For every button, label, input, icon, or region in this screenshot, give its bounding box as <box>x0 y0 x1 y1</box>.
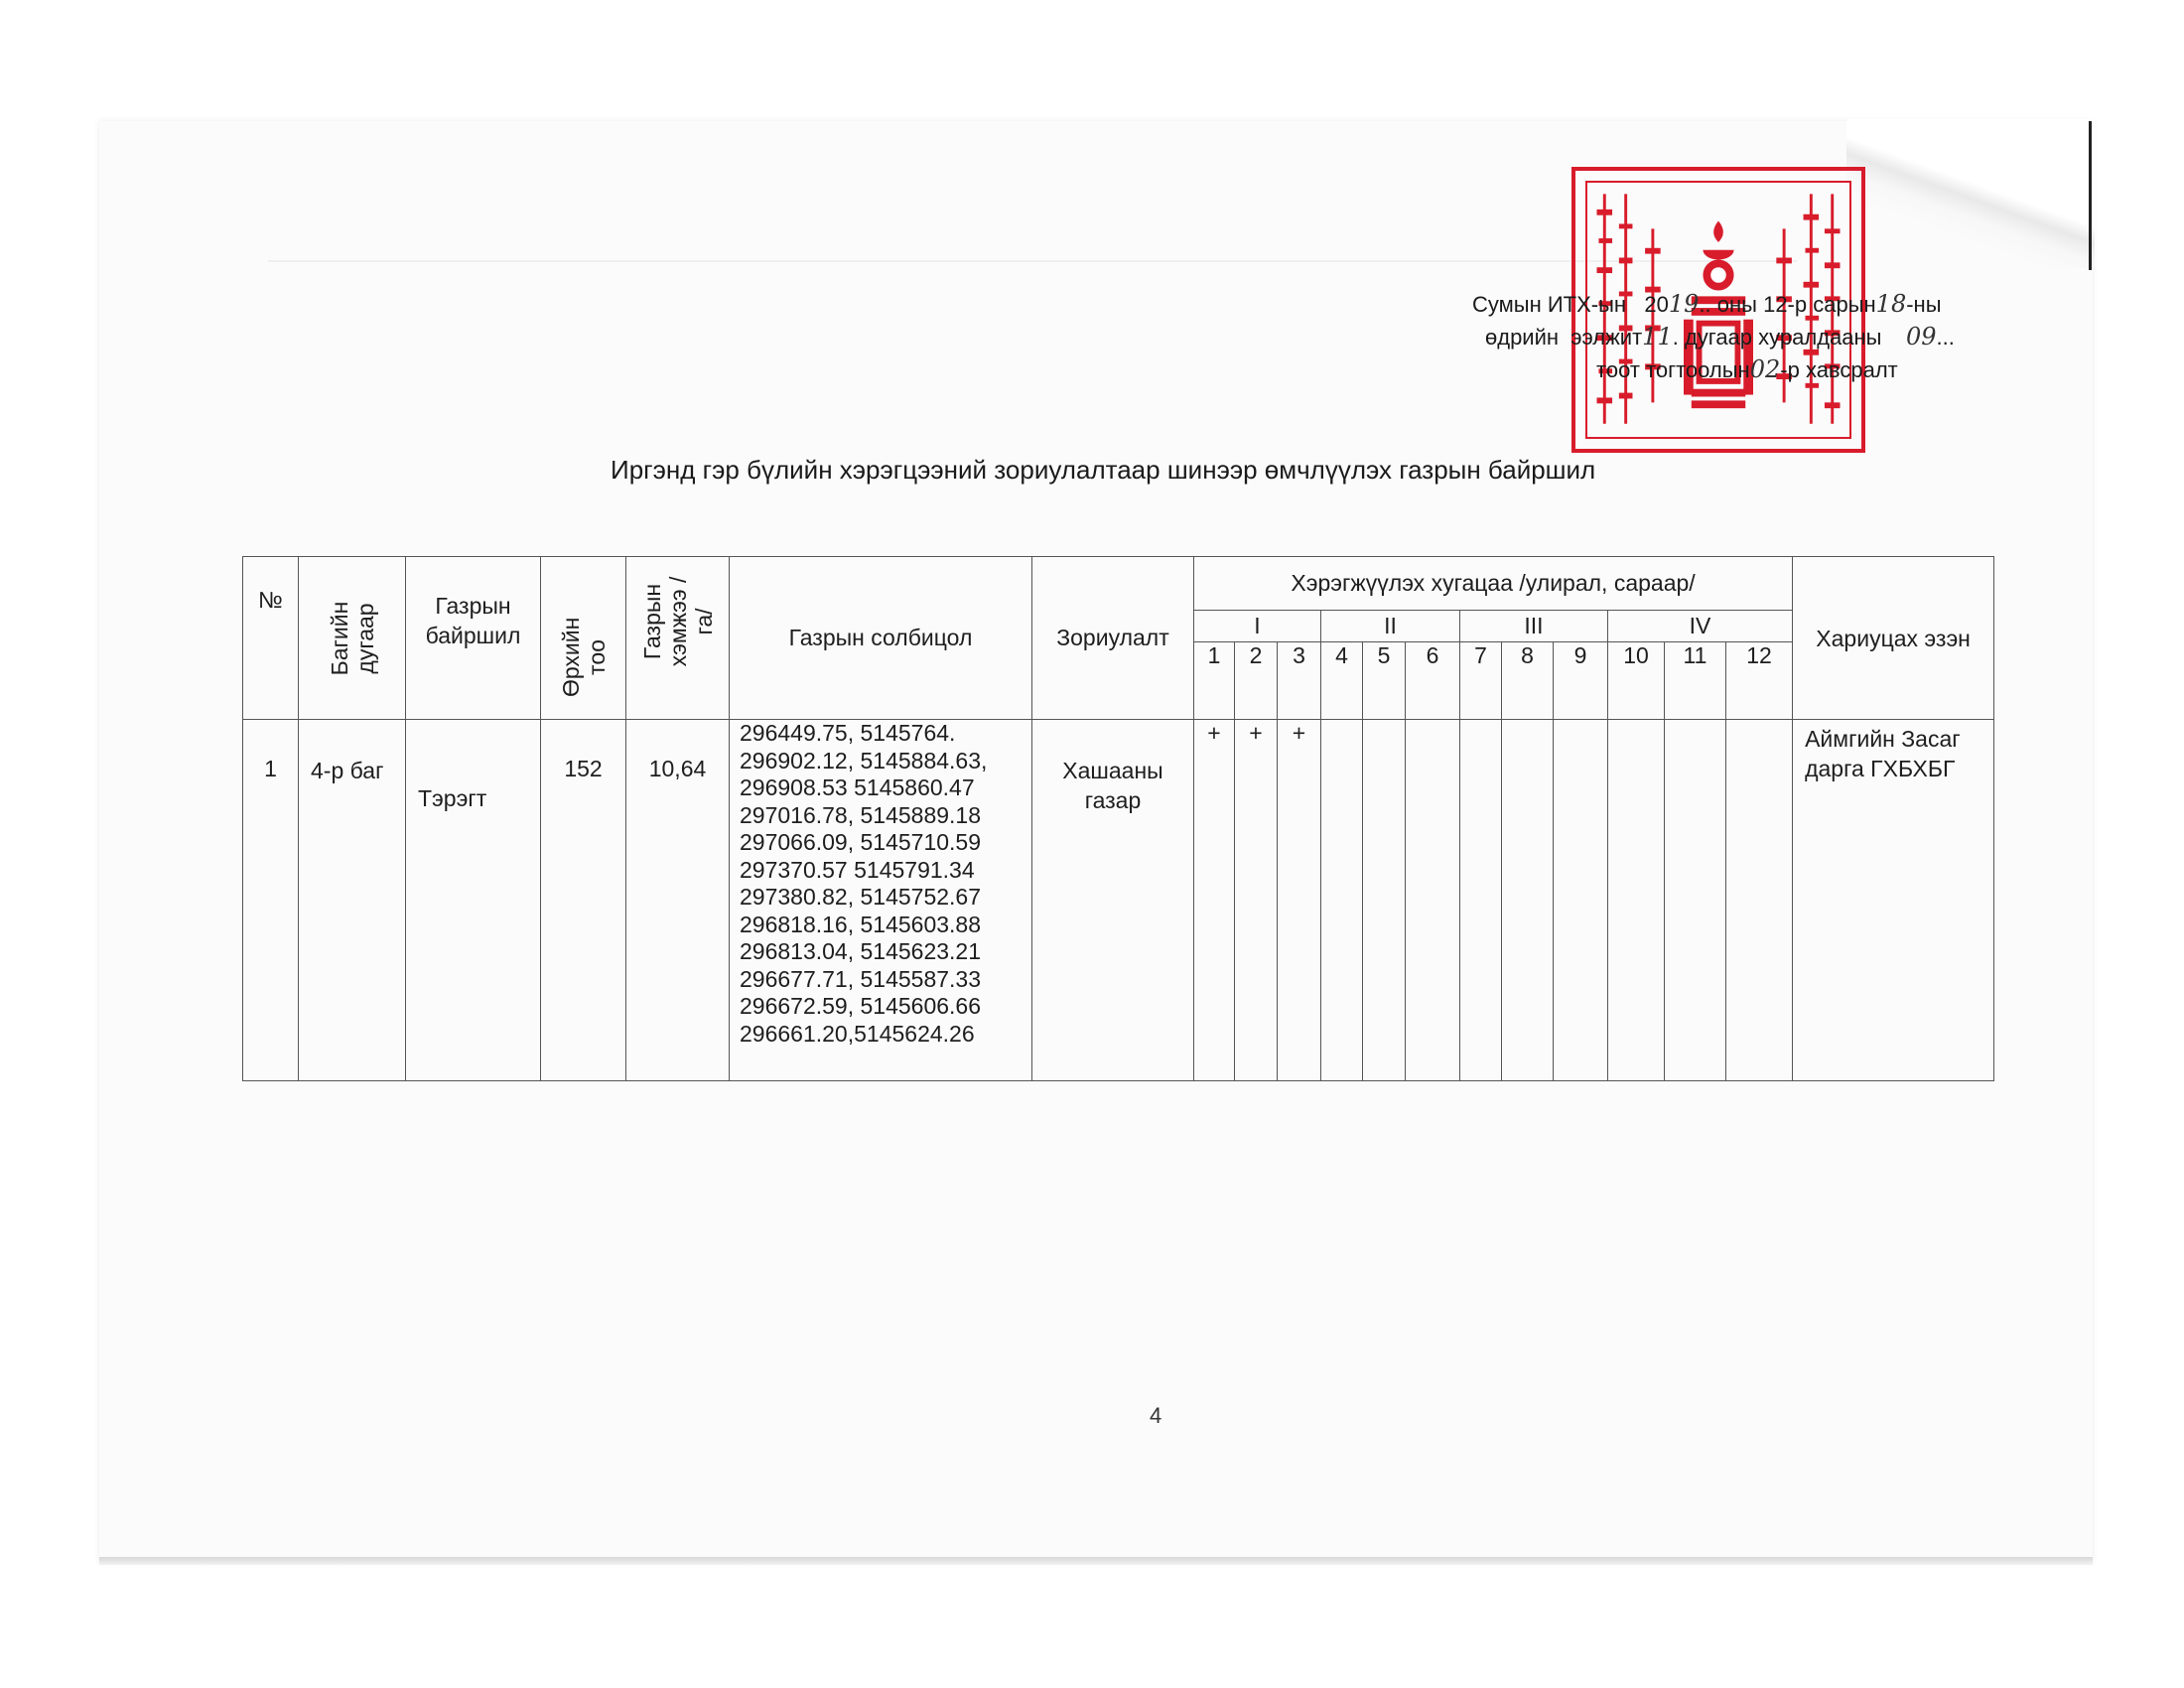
cell-month: + <box>1194 720 1235 1081</box>
note-text: дугаар хуралдааны <box>1684 325 1882 350</box>
annex-reference-line-1: Сумын ИТХ-ын 2019.. оны 12-р сарын18-ны <box>1472 290 1942 318</box>
handwritten-annex-number: 02 <box>1749 355 1781 383</box>
coordinate-line: 296661.20,5145624.26 <box>740 1020 975 1047</box>
month-header: 8 <box>1502 642 1554 720</box>
header-households: Өрхийн тоо <box>541 557 626 720</box>
cell-month <box>1665 720 1726 1081</box>
month-header: 1 <box>1194 642 1235 720</box>
cell-households: 152 <box>541 720 626 1081</box>
note-text: 20 <box>1644 292 1669 317</box>
month-header: 2 <box>1235 642 1278 720</box>
header-coordinates: Газрын солбицол <box>730 557 1032 720</box>
cell-location: Тэрэгт <box>406 720 541 1081</box>
quarter-1: I <box>1194 611 1321 642</box>
document-title: Иргэнд гэр бүлийн хэрэгцээний зориулалтаар шинээр өмчлүүлэх газрын байршил <box>611 455 1596 485</box>
note-text: -ны <box>1906 292 1942 317</box>
note-text: тоот тогтоолын <box>1596 357 1750 382</box>
note-text: -р хавсралт <box>1780 357 1898 382</box>
cell-month <box>1406 720 1460 1081</box>
quarter-4: IV <box>1608 611 1793 642</box>
header-purpose: Зориулалт <box>1032 557 1194 720</box>
header-number: № <box>243 557 299 720</box>
note-text: ээлжит <box>1570 325 1643 350</box>
header-bag: Багийн дугаар <box>299 557 406 720</box>
coordinate-line: 297380.82, 5145752.67 <box>740 884 982 910</box>
cell-month <box>1460 720 1502 1081</box>
folded-corner <box>1846 119 2095 268</box>
cell-month <box>1608 720 1665 1081</box>
annex-reference-line-2: өдрийн ээлжит11. дугаар хуралдааны 09... <box>1485 323 1955 351</box>
month-header: 7 <box>1460 642 1502 720</box>
cell-number: 1 <box>243 720 299 1081</box>
handwritten-session-number: 11 <box>1642 323 1673 351</box>
cell-purpose: Хашааны газар <box>1032 720 1194 1081</box>
month-header: 10 <box>1608 642 1665 720</box>
month-header: 11 <box>1665 642 1726 720</box>
coordinate-line: 297066.09, 5145710.59 <box>740 829 982 855</box>
cell-bag: 4-р баг <box>299 720 406 1081</box>
cell-month <box>1554 720 1608 1081</box>
cell-month <box>1363 720 1406 1081</box>
coordinate-line: 297016.78, 5145889.18 <box>740 801 982 828</box>
page-bottom-edge <box>99 1557 2093 1565</box>
note-text: өдрийн <box>1485 325 1560 350</box>
scan-artifact-line <box>268 260 1797 262</box>
cell-month: + <box>1235 720 1278 1081</box>
coordinate-line: 296672.59, 5145606.66 <box>740 993 982 1019</box>
coordinate-line: 296818.16, 5145603.88 <box>740 911 982 937</box>
handwritten-year: 19 <box>1668 290 1700 318</box>
coordinate-line: 296677.71, 5145587.33 <box>740 965 982 992</box>
cell-responsible: Аймгийн Засаг дарга ГХБХБГ <box>1793 720 1994 1081</box>
handwritten-resolution-number: 09 <box>1905 323 1937 351</box>
month-header: 6 <box>1406 642 1460 720</box>
header-schedule: Хэрэгжүүлэх хугацаа /улирал, сараар/ <box>1194 557 1793 611</box>
table-row <box>243 720 1994 1081</box>
handwritten-day: 18 <box>1875 290 1907 318</box>
cell-month <box>1726 720 1793 1081</box>
cell-coordinates <box>730 720 1032 1081</box>
coordinate-line: 296902.12, 5145884.63, <box>740 747 988 774</box>
header-location: Газрын байршил <box>406 557 541 720</box>
cell-month <box>1321 720 1363 1081</box>
coordinate-line: 296908.53 5145860.47 <box>740 774 975 800</box>
note-text: оны 12-р сарын <box>1716 292 1876 317</box>
coordinate-line: 297370.57 5145791.34 <box>740 856 975 883</box>
annex-reference-line-3 <box>1596 355 1898 384</box>
month-header: 3 <box>1278 642 1321 720</box>
quarter-2: II <box>1321 611 1460 642</box>
land-allocation-table <box>242 556 1994 1081</box>
header-responsible: Хариуцах эзэн <box>1793 557 1994 720</box>
quarter-3: III <box>1460 611 1608 642</box>
cell-area: 10,64 <box>626 720 730 1081</box>
cell-month <box>1502 720 1554 1081</box>
note-text: Сумын ИТХ-ын <box>1472 292 1627 317</box>
header-area: Газрын хэмжээ /га/ <box>626 557 730 720</box>
month-header: 12 <box>1726 642 1793 720</box>
month-header: 4 <box>1321 642 1363 720</box>
month-header: 9 <box>1554 642 1608 720</box>
page-edge <box>2089 121 2092 270</box>
month-header: 5 <box>1363 642 1406 720</box>
cell-month: + <box>1278 720 1321 1081</box>
page-number: 4 <box>1150 1403 1162 1428</box>
coordinate-line: 296449.75, 5145764. <box>740 720 956 746</box>
coordinate-line: 296813.04, 5145623.21 <box>740 938 982 964</box>
